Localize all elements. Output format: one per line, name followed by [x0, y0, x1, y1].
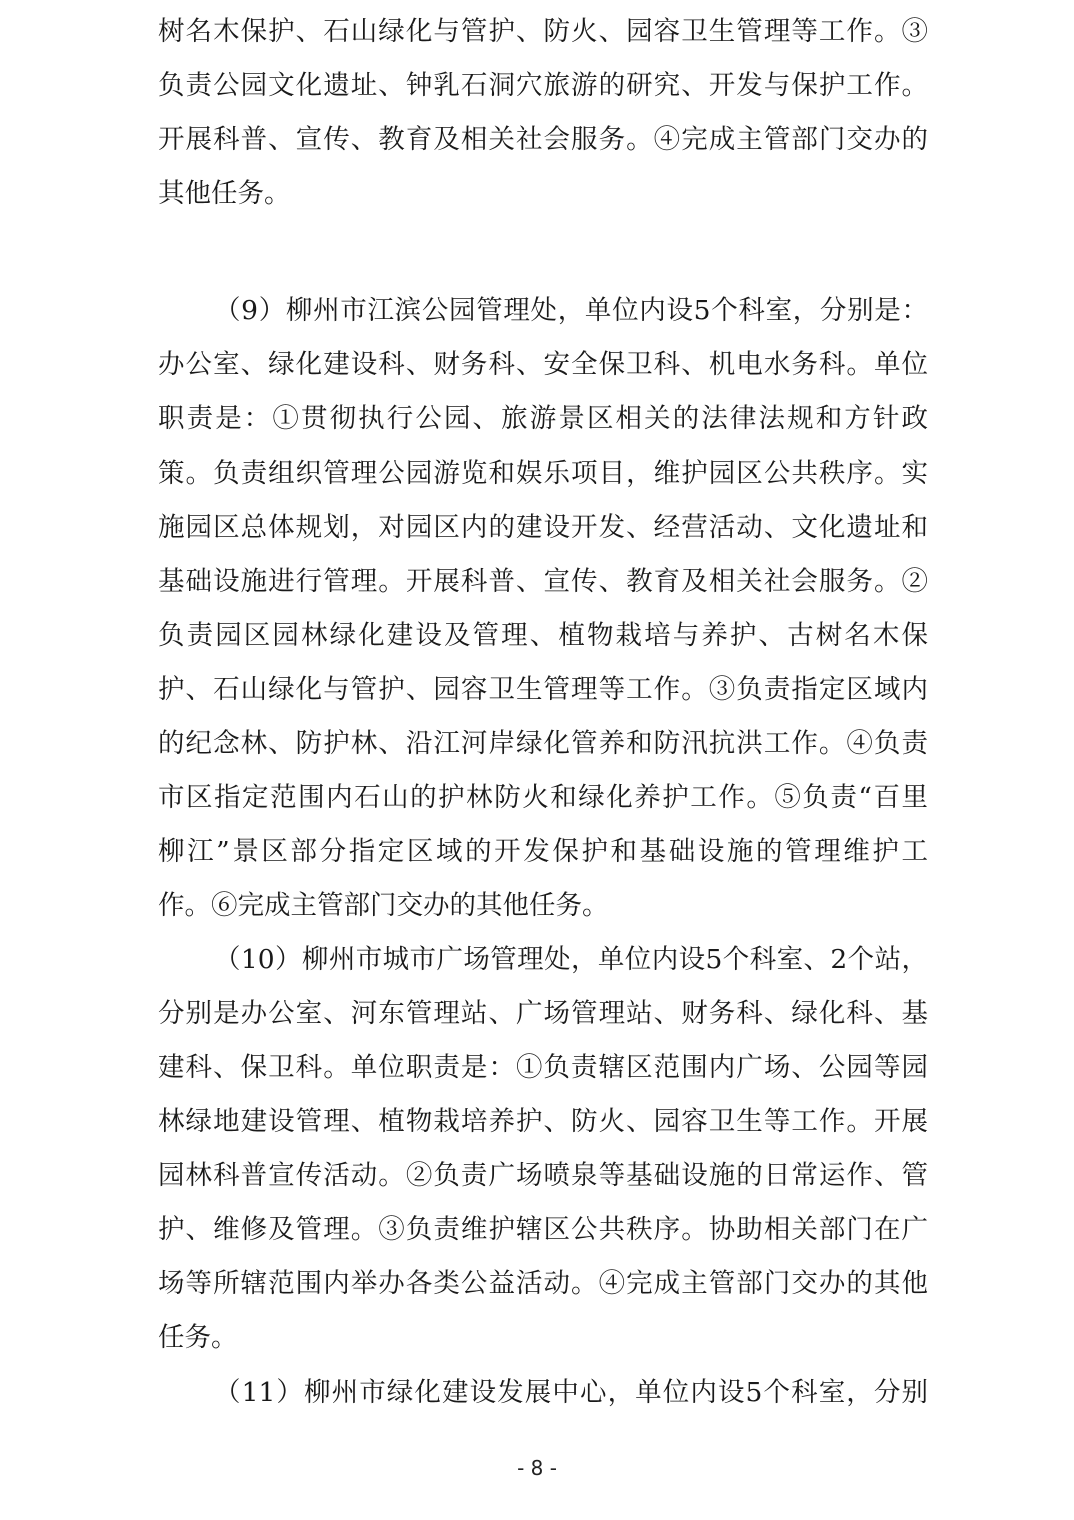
page-number: - 8 -: [517, 1456, 557, 1480]
text-line: 作。⑥完成主管部门交办的其他任务。: [158, 890, 609, 921]
text-line: 策。负责组织管理公园游览和娱乐项目，维护园区公共秩序。实: [158, 458, 928, 489]
text-line: 基础设施进行管理。开展科普、宣传、教育及相关社会服务。②: [158, 566, 928, 597]
text-line: 办公室、绿化建设科、财务科、安全保卫科、机电水务科。单位: [158, 349, 928, 380]
text-line: 负责公园文化遗址、钟乳石洞穴旅游的研究、开发与保护工作。: [158, 70, 928, 101]
text-line: 护、石山绿化与管护、园容卫生管理等工作。③负责指定区域内: [158, 674, 928, 705]
text-line: 市区指定范围内石山的护林防火和绿化养护工作。⑤负责“百里: [158, 782, 928, 813]
document-page: [158, 0, 928, 1520]
text-line: 树名木保护、石山绿化与管护、防火、园容卫生管理等工作。③: [158, 16, 928, 47]
text-line: 职责是：①贯彻执行公园、旅游景区相关的法律法规和方针政: [158, 403, 928, 434]
text-line: 场等所辖范围内举办各类公益活动。④完成主管部门交办的其他: [158, 1268, 928, 1299]
paragraph-start-line: （11）柳州市绿化建设发展中心，单位内设5个科室，分别: [214, 1377, 928, 1408]
text-line: 柳江”景区部分指定区域的开发保护和基础设施的管理维护工: [158, 836, 928, 867]
paragraph-start-line: （10）柳州市城市广场管理处，单位内设5个科室、2个站，: [214, 944, 928, 975]
text-line: 其他任务。: [158, 178, 291, 209]
text-line: 的纪念林、防护林、沿江河岸绿化管养和防汛抗洪工作。④负责: [158, 728, 928, 759]
text-line: 建科、保卫科。单位职责是：①负责辖区范围内广场、公园等园: [158, 1052, 928, 1083]
text-line: 开展科普、宣传、教育及相关社会服务。④完成主管部门交办的: [158, 124, 928, 155]
text-line: 园林科普宣传活动。②负责广场喷泉等基础设施的日常运作、管: [158, 1160, 928, 1191]
text-line: 护、维修及管理。③负责维护辖区公共秩序。协助相关部门在广: [158, 1214, 928, 1245]
text-line: 分别是办公室、河东管理站、广场管理站、财务科、绿化科、基: [158, 998, 928, 1029]
paragraph-start-line: （9）柳州市江滨公园管理处，单位内设5个科室，分别是：: [214, 295, 928, 326]
text-line: 任务。: [158, 1322, 238, 1353]
text-line: 施园区总体规划，对园区内的建设开发、经营活动、文化遗址和: [158, 512, 928, 543]
text-line: 负责园区园林绿化建设及管理、植物栽培与养护、古树名木保: [158, 620, 928, 651]
text-line: 林绿地建设管理、植物栽培养护、防火、园容卫生等工作。开展: [158, 1106, 928, 1137]
